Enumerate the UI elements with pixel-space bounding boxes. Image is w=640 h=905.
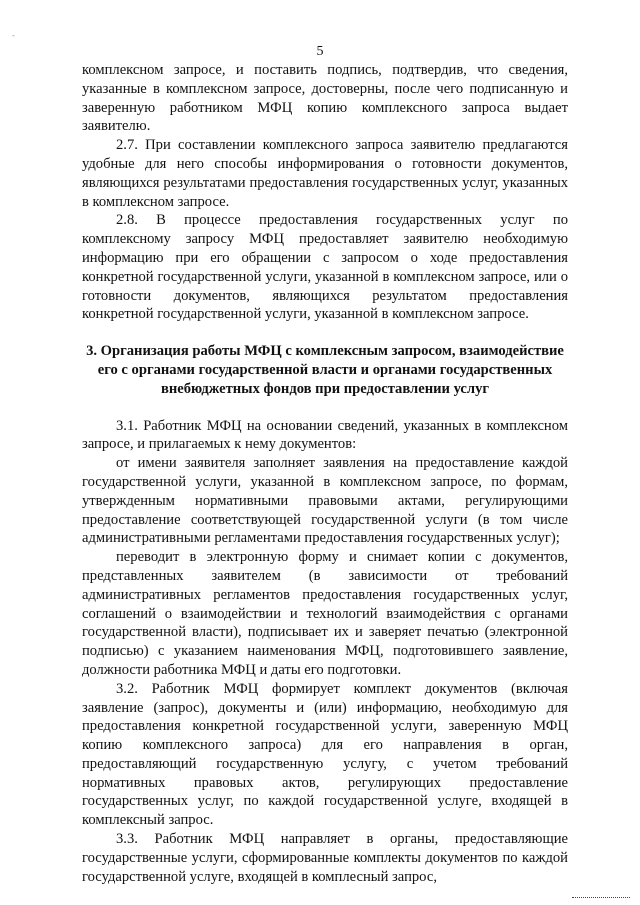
- paragraph-3-1: 3.1. Работник МФЦ на основании сведений, указанных в комплексном запросе, и прилагаемых к нему документов:: [82, 417, 568, 453]
- paragraph-2-8: 2.8. В процессе предоставления государственных услуг по комплексному запросу МФЦ предоставляет заявителю необходимую информацию при его обращении с запросом о ходе предоставления конкретной государственной услуги, указанной в комплексном запросе, или о готовности документов, являющихся результатом предоставления конкретной государственной услуги, указанной в комплексном запросе.: [82, 212, 568, 323]
- document-body: [82, 61, 568, 886]
- margin-mark: -: [12, 30, 15, 40]
- page-edge-mark: [572, 897, 630, 898]
- page-number: 5: [316, 44, 324, 59]
- paragraph-continuation: комплексном запросе, и поставить подпись, подтвердив, что сведения, указанные в комплексном запросе, достоверны, после чего подписанную и заверенную работником МФЦ копию комплексного запроса выдает заявителю.: [82, 62, 568, 135]
- section-heading: 3. Организация работы МФЦ с комплексным запросом, взаимодействие его с органами государственной власти и органами государственных внебюджетных фондов при предоставлении услуг: [86, 343, 564, 397]
- paragraph-3-1-item-2: переводит в электронную форму и снимает копии с документов, представленных заявителем (в зависимости от требований административных регламентов предоставления государственных услуг, соглашений о взаимодействии и технологий взаимодействия с органами государственной власти), подписывает их и заверяет печатью (электронной подписью) с указанием наименования МФЦ, подготовившего заявление, должности работника МФЦ и даты его подготовки.: [82, 549, 568, 678]
- paragraph-3-3: 3.3. Работник МФЦ направляет в органы, предоставляющие государственные услуги, сформированные комплекты документов по каждой государственной услуге, входящей в комплесный запрос,: [82, 831, 568, 885]
- paragraph-2-7: 2.7. При составлении комплексного запроса заявителю предлагаются удобные для него способы информирования о готовности документов, являющихся результатами предоставления государственных услуг, указанных в комплексном запросе.: [82, 137, 568, 210]
- paragraph-3-1-item-1: от имени заявителя заполняет заявления на предоставление каждой государственной услуги, указанной в комплексном запросе, по формам, утвержденным нормативными правовыми актами, регулирующими предоставление соответствующей государственной услуги (в том числе административными регламентами предоставления государственных услуг);: [82, 455, 568, 547]
- paragraph-3-2: 3.2. Работник МФЦ формирует комплект документов (включая заявление (запрос), документы и (или) информацию, необходимую для предоставления конкретной государственной услуги, заверенную МФЦ копию комплексного запроса) для его направления в орган, предоставляющий государственную услугу, с учетом требований нормативных правовых актов, регулирующих предоставление государственных услуг, по каждой государственной услуге, входящей в комплексный запрос.: [82, 680, 568, 829]
